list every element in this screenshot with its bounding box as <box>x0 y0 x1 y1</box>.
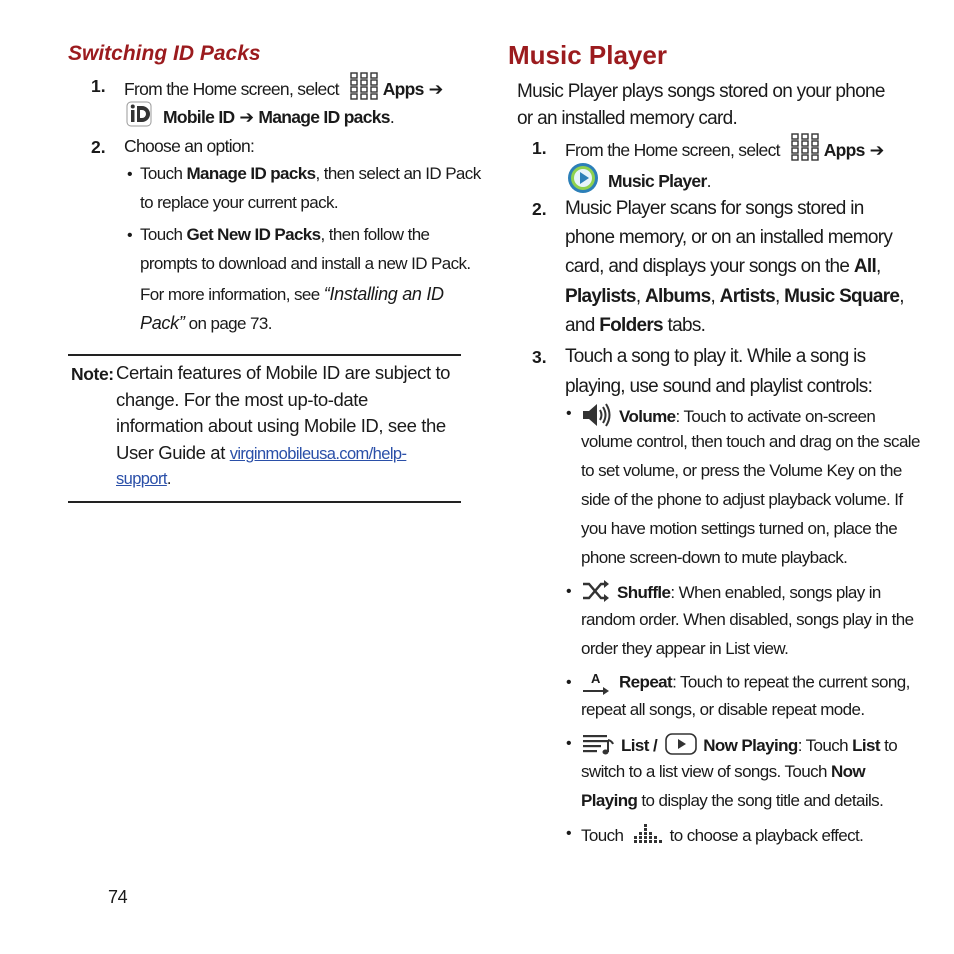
list-icon <box>581 732 615 761</box>
text-span: : Touch to activate on-screen <box>675 406 876 426</box>
period: . <box>389 106 394 127</box>
text-span: Touch <box>581 825 624 845</box>
section-heading-music-player: Music Player <box>508 40 667 70</box>
step-text-line2: playing, use sound and playlist controls: <box>565 376 873 397</box>
list-line1 <box>581 732 897 761</box>
music-player-label: Music Player <box>607 170 707 191</box>
tab-name-artists: Artists <box>719 286 775 307</box>
note-line5 <box>116 470 171 489</box>
apps-label: Apps <box>823 139 865 160</box>
intro-line2: or an installed memory card. <box>517 108 738 129</box>
now-playing-label: Playing <box>581 791 638 810</box>
text-span: Touch <box>140 164 183 183</box>
volume-speaker-icon <box>581 402 611 433</box>
bullet-text-line2: prompts to download and install a new ID Pack. <box>140 254 471 273</box>
text-span: , then follow the <box>320 225 430 244</box>
list-label: List <box>852 735 880 755</box>
list-line3 <box>581 791 883 811</box>
page-number: 74 <box>108 887 128 907</box>
volume-line2: volume control, then touch and drag on the scale <box>581 432 920 451</box>
text-span: to display the song title and details. <box>641 791 884 810</box>
period: . <box>166 470 171 488</box>
intro-line1: Music Player plays songs stored on your phone <box>517 81 885 102</box>
volume-line4: side of the phone to adjust playback volume. If <box>581 490 903 509</box>
now-playing-icon <box>665 733 697 760</box>
bullet-text-line1 <box>140 164 481 184</box>
bullet-text-line1 <box>140 225 429 245</box>
shuffle-icon <box>581 580 611 607</box>
repeat-line2: repeat all songs, or disable repeat mode. <box>581 700 865 719</box>
text-span: : When enabled, songs play in <box>670 582 881 602</box>
step-text-pre: From the Home screen, select <box>565 139 780 160</box>
step-text-line1: Touch a song to play it. While a song is <box>565 346 866 367</box>
text-span: switch to a list view of songs. Touch <box>581 762 827 781</box>
repeat-label: Repeat <box>619 672 673 692</box>
comma: , <box>635 286 641 307</box>
section-heading-switching-id-packs: Switching ID Packs <box>68 42 261 65</box>
bullet-glyph: • <box>127 166 133 183</box>
text-span: to <box>884 735 898 755</box>
get-new-id-packs-label: Get New ID Packs <box>186 225 321 244</box>
text-span: card, and displays your songs on the <box>565 256 850 277</box>
manage-id-packs-label: Manage ID packs <box>258 106 390 127</box>
manage-id-packs-label: Manage ID packs <box>186 164 316 183</box>
volume-line1 <box>581 402 875 433</box>
bullet-text-line3 <box>140 284 444 305</box>
note-line4 <box>116 442 406 464</box>
bullet-glyph: • <box>566 735 572 752</box>
tab-name-all: All <box>853 256 877 277</box>
step-number: 2. <box>532 199 547 219</box>
step-number: 1. <box>91 76 106 96</box>
cross-reference[interactable]: Pack” <box>140 313 185 333</box>
comma: , <box>710 286 716 307</box>
step-text-pre: From the Home screen, select <box>124 78 339 99</box>
volume-line3: to set volume, or press the Volume Key on the <box>581 461 902 480</box>
step-number: 3. <box>532 347 547 367</box>
text-span: , then select an ID Pack <box>315 164 481 183</box>
text-span: User Guide at <box>116 442 225 463</box>
note-label: Note: <box>71 364 114 384</box>
text-span: and <box>565 315 595 336</box>
arrow-glyph: ➔ <box>239 106 254 127</box>
arrow-glyph: ➔ <box>869 139 884 160</box>
bullet-glyph: • <box>566 825 572 842</box>
arrow-glyph: ➔ <box>428 78 443 99</box>
shuffle-label: Shuffle <box>617 582 671 602</box>
step-text-line5 <box>565 311 705 340</box>
shuffle-line1 <box>581 580 881 607</box>
shuffle-line3: order they appear in List view. <box>581 639 789 658</box>
comma: , <box>899 286 904 307</box>
repeat-icon-letter: A <box>591 671 600 686</box>
step-number: 2. <box>91 137 106 157</box>
tab-name-playlists: Playlists <box>565 286 636 307</box>
text-span: For more information, see <box>140 285 320 304</box>
sound-effect-equalizer-icon <box>632 822 662 851</box>
repeat-icon <box>581 671 611 695</box>
text-span: on page 73. <box>188 314 272 333</box>
note-top-rule <box>68 354 461 356</box>
bullet-glyph: • <box>566 583 572 600</box>
step-text-line2 <box>126 101 394 135</box>
mobile-id-icon <box>126 101 152 135</box>
apps-grid-icon <box>791 133 819 169</box>
help-support-link[interactable]: support <box>116 470 167 488</box>
note-line3: information about using Mobile ID, see the <box>116 415 446 436</box>
step-number: 1. <box>532 138 547 158</box>
text-span: : Touch to repeat the current song, <box>672 672 910 692</box>
tab-name-music-square: Music Square <box>784 286 900 307</box>
bullet-text-line2: to replace your current pack. <box>140 193 339 212</box>
now-playing-label: Now Playing <box>703 735 798 755</box>
step-text: Choose an option: <box>124 136 255 156</box>
step-text-line1: Music Player scans for songs stored in <box>565 198 864 219</box>
volume-line6: phone screen-down to mute playback. <box>581 548 848 567</box>
step-text-line4 <box>565 282 904 311</box>
text-span: Touch <box>140 225 183 244</box>
repeat-line1 <box>581 671 910 695</box>
shuffle-line2: random order. When disabled, songs play in the <box>581 610 914 629</box>
list-line2 <box>581 762 865 782</box>
volume-line5: you have motion settings turned on, place the <box>581 519 898 538</box>
tab-name-albums: Albums <box>645 286 711 307</box>
tab-name-folders: Folders <box>599 315 663 336</box>
bullet-text-line4 <box>140 313 272 334</box>
comma: , <box>774 286 780 307</box>
text-span: : Touch <box>797 735 848 755</box>
text-span: tabs. <box>667 315 706 336</box>
bullet-glyph: • <box>566 405 572 422</box>
note-bottom-rule <box>68 501 461 503</box>
period: . <box>706 170 711 191</box>
bullet-glyph: • <box>127 227 133 244</box>
note-line2: change. For the most up-to-date <box>116 389 368 410</box>
note-line1: Certain features of Mobile ID are subject to <box>116 362 451 383</box>
comma: , <box>876 256 881 277</box>
effect-line1 <box>581 822 863 851</box>
list-label: List / <box>621 735 658 755</box>
volume-label: Volume <box>619 406 676 426</box>
cross-reference[interactable]: “Installing an ID <box>323 284 444 304</box>
apps-label: Apps <box>382 78 424 99</box>
step-text-line2: phone memory, or on an installed memory <box>565 227 893 248</box>
now-playing-label: Now <box>830 762 866 781</box>
mobile-id-label: Mobile ID <box>162 106 235 127</box>
help-support-link[interactable]: virginmobileusa.com/help- <box>229 445 407 463</box>
text-span: to choose a playback effect. <box>669 825 864 845</box>
step-text-line3 <box>565 252 881 281</box>
bullet-glyph: • <box>566 674 572 691</box>
